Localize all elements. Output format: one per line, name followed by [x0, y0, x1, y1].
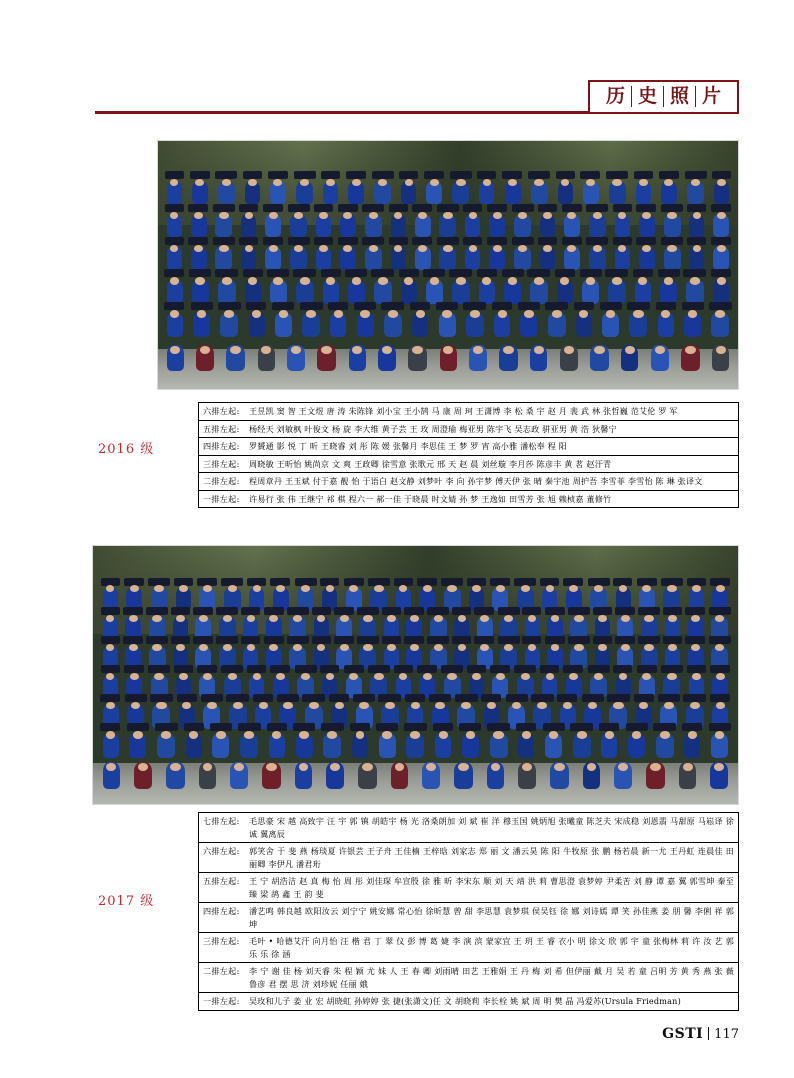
photo-person [391, 762, 408, 788]
photo-person [295, 762, 312, 788]
photo-person [378, 345, 396, 371]
photo-person [531, 181, 548, 204]
photo-person [401, 279, 417, 304]
photo-person [514, 246, 531, 269]
caption-table-2017 [198, 812, 739, 1011]
caption-row-text: 程周章丹 王玉斌 付于嘉 靓 怡 于语白 赵文静 刘梦叶 李 向 孙宇梦 傅天伊 张 晴 秦宇池 周护吾 李雪菲 李雪怡 陈 琳 张译文 [249, 476, 703, 487]
photo-person [302, 312, 320, 337]
photo-person [317, 345, 336, 371]
photo-person [258, 345, 275, 371]
photo-row [167, 246, 730, 269]
photo-person [192, 279, 209, 304]
photo-person [270, 181, 286, 204]
photo-person [199, 762, 216, 788]
caption-row-text: 吴玫和儿子 姜 业 宏 胡晓虹 孙婷婷 张 捷(张潇文)任 文 胡晓莉 李长栓 姚 斌 周 明 樊 晶 冯爱苏(Ursula Friedman) [249, 996, 681, 1007]
caption-row-label: 一排左起: [203, 493, 240, 504]
photo-row [167, 214, 730, 237]
photo-person [220, 312, 238, 337]
photo-person [230, 762, 248, 788]
caption-row-label: 三排左起: [203, 458, 240, 469]
photo-person [686, 279, 704, 304]
photo-person [664, 214, 681, 237]
photo-person [241, 246, 256, 269]
photo-person [518, 733, 534, 758]
photo-person [454, 762, 473, 788]
photo-person [245, 181, 260, 204]
caption-row [199, 933, 738, 963]
photo-person [340, 246, 356, 269]
photo-person [439, 214, 456, 237]
photo-person [664, 246, 681, 269]
caption-row [199, 403, 738, 421]
photo-person [290, 246, 307, 269]
photo-person [711, 733, 728, 758]
photo-person [628, 733, 645, 758]
caption-row-label: 四排左起: [203, 441, 240, 452]
photo-person [218, 181, 235, 204]
page-number: 117 [714, 1027, 739, 1042]
photo-section-2016 [157, 140, 739, 390]
photo-person [636, 181, 651, 204]
photo-person [157, 733, 175, 758]
photo-person [462, 733, 479, 758]
caption-row [199, 903, 738, 933]
photo-person [439, 312, 456, 337]
caption-row [199, 491, 738, 508]
photo-person [167, 312, 183, 337]
photo-person [684, 733, 700, 758]
caption-row-label: 六排左起: [203, 846, 240, 857]
photo-person [352, 733, 368, 758]
photo-person [275, 312, 292, 337]
photo-person [564, 214, 580, 237]
photo-row [103, 733, 729, 758]
photo-person [323, 181, 338, 204]
photo-person [589, 214, 606, 237]
photo-person [167, 279, 183, 304]
photo-person [465, 214, 480, 237]
photo-person [518, 762, 536, 788]
photo-person [439, 246, 456, 269]
photo-person [186, 733, 202, 758]
caption-row-text: 杨经天 刘敏枫 叶俊文 杨 旋 李大维 黄子芸 王 玫 周澄瑜 梅亚男 陈宇飞 吴志政 骈亚男 黄 浩 狄馨宁 [249, 423, 617, 434]
caption-row-text: 许易行 张 伟 王继宁 祁 棋 程六一 郝一佳 于晓晨 时文婧 孙 梦 王逸如 田雪芳 张 旭 赖桢嘉 董修竹 [249, 493, 612, 504]
photo-person [241, 214, 256, 237]
photo-person [614, 762, 632, 788]
photo-row [167, 345, 730, 371]
photo-person [129, 733, 146, 758]
photo-person [712, 345, 729, 371]
page-title-char-4: 片 [701, 85, 721, 107]
photo-person [489, 214, 505, 237]
photo-person [615, 214, 630, 237]
photo-person [452, 181, 469, 204]
photo-person [679, 762, 696, 788]
photo-person [374, 181, 391, 204]
photo-person [365, 214, 382, 237]
photo-person [714, 181, 729, 204]
caption-row [199, 873, 738, 903]
photo-person [713, 279, 729, 304]
photo-person [296, 733, 313, 758]
photo-person [479, 279, 495, 304]
photo-person [270, 279, 287, 304]
photo-person [191, 214, 207, 237]
photo-person [226, 345, 245, 371]
photo-person [426, 181, 442, 204]
photo-person [192, 181, 208, 204]
photo-person [505, 181, 521, 204]
photo-person [296, 181, 313, 204]
photo-person [426, 279, 443, 304]
caption-row-text: 李 宁 谢 佳 杨 刘天睿 朱 程 颖 尤 妹 人 王 春 卿 刘雨晴 田艺 王雅娟 王 丹 梅 刘 希 但伊丽 戴 月 吴 若 童 吕明 芳 黄 秀 燕 张 薇 鲁彦 君 摆 思 济 刘珍妮 任丽 娥 [249, 966, 734, 989]
photo-person [658, 312, 674, 337]
photo-person [609, 181, 626, 204]
photo-person [465, 246, 480, 269]
photo-person [103, 733, 119, 758]
photo-person [435, 733, 451, 758]
photo-person [103, 762, 120, 788]
page-title-char-2: 史 [632, 86, 664, 107]
photo-person [287, 345, 305, 371]
photo-person [530, 345, 547, 371]
publication-name: GSTI [662, 1026, 704, 1042]
photo-person [245, 279, 261, 304]
photo-person [629, 312, 647, 337]
photo-person [684, 312, 701, 337]
caption-row-text: 郭笑舍 于 斐 燕 杨琰夏 许银芸 王子舟 王佳楠 王梓晗 刘家志 郑 丽 文 潘云昊 陈 阳 牛牧原 张 鹏 杨若晨 新一尤 王丹虹 连晨佳 田丽卿 李伊凡 潘君珩 [249, 846, 734, 869]
photo-person [265, 214, 281, 237]
photo-person [681, 345, 700, 371]
caption-row-text: 毛思豪 宋 越 高致宇 汪 宇 郭 镇 胡皓宇 杨 光 洛桑朗加 刘 斌 崔 洋 穆玉国 姚炳旭 张曦童 陈芝夫 宋成稳 刘恩翡 马甜原 马崧译 徐 诚 翼离辰 [249, 816, 734, 839]
photo-person [191, 246, 207, 269]
photo-person [573, 733, 591, 758]
caption-row-text: 潘艺鸣 韩良越 欧阳汝云 刘宁宁 姚安娜 常心怡 徐昕慧 曾 甜 李思慧 袁梦琪 侯吴钰 徐 娜 刘诗嫣 谭 笑 孙佳燕 姜 朋 馨 李俐 祥 郭 坤 [249, 906, 734, 929]
photo-person [167, 246, 182, 269]
photo-person [215, 246, 232, 269]
photo-person [323, 279, 339, 304]
photo-person [635, 279, 651, 304]
photo-person [374, 279, 392, 304]
caption-row-text: 毛叶 • 哈德艾汗 向月怡 汪 楷 君 丁 翠 仪 彭 博 葛 婕 李 演 滨 蒙家宜 王 玥 王 睿 衣小 明 徐文 欣 郭 宇 童 张梅林 莉 许 汝 艺 郭 乐 乐 徐 涵 [249, 936, 734, 959]
year-label-2017: 2017 级 [98, 894, 155, 909]
caption-row [199, 456, 738, 474]
photo-person [349, 345, 366, 371]
photo-person [520, 312, 537, 337]
photo-person [348, 279, 365, 304]
photo-person [687, 181, 704, 204]
photo-person [602, 312, 619, 337]
photo-person [340, 214, 356, 237]
graduation-photo-2017 [92, 545, 739, 805]
photo-person [494, 312, 510, 337]
photo-person [639, 214, 655, 237]
caption-row [199, 421, 738, 439]
photo-person [406, 733, 424, 758]
caption-row [199, 438, 738, 456]
photo-person [621, 345, 638, 371]
caption-row-label: 一排左起: [203, 996, 240, 1007]
photo-person [440, 345, 457, 371]
page-title-char-1: 历 [600, 86, 632, 107]
photo-person [560, 345, 578, 371]
caption-row-label: 二排左起: [203, 966, 240, 977]
caption-row-label: 四排左起: [203, 906, 240, 917]
photo-person [558, 181, 573, 204]
photo-person [557, 279, 573, 304]
photo-person [415, 214, 431, 237]
photo-person [134, 762, 152, 788]
photo-person [469, 345, 487, 371]
photo-person [269, 733, 285, 758]
photo-person [490, 733, 508, 758]
photo-person [499, 345, 518, 371]
caption-row-label: 五排左起: [203, 876, 240, 887]
caption-row-label: 六排左起: [203, 406, 240, 416]
graduation-photo-2016 [157, 140, 739, 390]
caption-row-label: 二排左起: [203, 476, 240, 487]
photo-person [358, 762, 377, 788]
photo-person [583, 181, 599, 204]
photo-person [487, 762, 504, 788]
page-title [588, 80, 739, 114]
photo-person [249, 312, 265, 337]
photo-person [290, 214, 307, 237]
photo-person [265, 246, 281, 269]
photo-person [391, 214, 406, 237]
photo-person [661, 181, 677, 204]
page-header [0, 70, 794, 120]
photo-person [590, 345, 609, 371]
photo-person [357, 312, 374, 337]
caption-row [199, 963, 738, 993]
photo-person [262, 762, 281, 788]
photo-person [646, 762, 665, 788]
caption-row-text: 王 宁 胡浩洁 赵 真 梅 怡 周 彤 刘佳琛 牟宣殷 徐 雅 昕 李宋东 顺 刘 天 靖 洪 莉 曹思澄 袁梦婷 尹柔苦 刘 静 谭 嘉 翼 郭雪坤 秦至臻 梁 鸪 鑫 王 韵 斐 [249, 876, 734, 899]
photo-person [550, 762, 569, 788]
photo-person [639, 246, 655, 269]
photo-person [384, 312, 402, 337]
photo-person [582, 279, 599, 304]
photo-person [504, 279, 521, 304]
photo-person [710, 762, 728, 788]
caption-row-text: 王昱凯 窦 智 王文煜 唐 涛 朱陈锋 刘小宝 王小鹄 马 康 周 珂 王潇博 李 松 桑 宇 赵 月 裴 武 林 张哲巍 范艾伦 罗 军 [249, 406, 678, 416]
photo-person [365, 246, 382, 269]
page-footer [662, 1025, 739, 1042]
caption-table-2016 [198, 402, 739, 508]
photo-person [660, 279, 677, 304]
photo-person [615, 246, 630, 269]
caption-row [199, 843, 738, 873]
photo-person [564, 246, 580, 269]
photo-row [167, 279, 730, 304]
photo-person [422, 762, 440, 788]
photo-person [323, 733, 341, 758]
photo-person [608, 279, 626, 304]
photo-person [193, 312, 210, 337]
photo-person [545, 733, 562, 758]
photo-person [583, 762, 600, 788]
photo-person [576, 312, 592, 337]
photo-person [530, 279, 548, 304]
photo-person [466, 312, 484, 337]
photo-person [167, 345, 184, 371]
caption-row [199, 473, 738, 491]
photo-row [103, 762, 729, 788]
caption-row [199, 813, 738, 843]
photo-person [212, 733, 229, 758]
photo-person [452, 279, 470, 304]
caption-row-label: 三排左起: [203, 936, 240, 947]
caption-row [199, 993, 738, 1010]
photo-person [589, 246, 606, 269]
photo-person [514, 214, 531, 237]
photo-person [689, 246, 704, 269]
photo-person [711, 312, 729, 337]
photo-people-rows [158, 181, 738, 374]
photo-person [316, 214, 331, 237]
photo-person [408, 345, 427, 371]
page-title-char-3: 照 [664, 86, 696, 107]
year-label-2016: 2016 级 [98, 442, 155, 457]
photo-person [218, 279, 236, 304]
photo-person [167, 214, 182, 237]
photo-person [651, 345, 669, 371]
photo-section-2017 [92, 545, 739, 805]
photo-person [391, 246, 406, 269]
photo-person [412, 312, 428, 337]
photo-person [656, 733, 674, 758]
photo-person [330, 312, 346, 337]
photo-person [240, 733, 258, 758]
photo-person [379, 733, 396, 758]
caption-row-text: 周晓敏 王昕怡 姚尚京 文 爽 王政卿 徐雪意 张歌元 邢 天 赵 晨 刘丝璇 李月莎 陈彦丰 黄 茗 赵汗青 [249, 458, 612, 469]
photo-person [215, 214, 232, 237]
photo-person [713, 214, 729, 237]
caption-row-text: 罗贇通 影 悦 丁 昕 王晓睿 刘 彤 陈 媛 张馨月 李思佳 王 梦 罗 宵 高小雅 潘松奉 程 阳 [249, 441, 568, 452]
photo-people-rows [93, 587, 738, 788]
photo-person [479, 181, 494, 204]
caption-row-label: 七排左起: [203, 816, 240, 826]
photo-person [540, 246, 555, 269]
photo-person [316, 246, 331, 269]
footer-divider [708, 1027, 709, 1040]
photo-person [167, 181, 182, 204]
photo-person [489, 246, 505, 269]
photo-person [689, 214, 704, 237]
photo-person [401, 181, 416, 204]
photo-row [167, 181, 730, 204]
photo-person [326, 762, 344, 788]
photo-person [166, 762, 185, 788]
photo-person [296, 279, 314, 304]
photo-person [348, 181, 364, 204]
photo-person [548, 312, 566, 337]
photo-person [601, 733, 617, 758]
photo-person [713, 246, 729, 269]
photo-row [167, 312, 730, 337]
photo-person [415, 246, 431, 269]
photo-person [196, 345, 214, 371]
photo-person [540, 214, 555, 237]
caption-row-label: 五排左起: [203, 423, 240, 434]
